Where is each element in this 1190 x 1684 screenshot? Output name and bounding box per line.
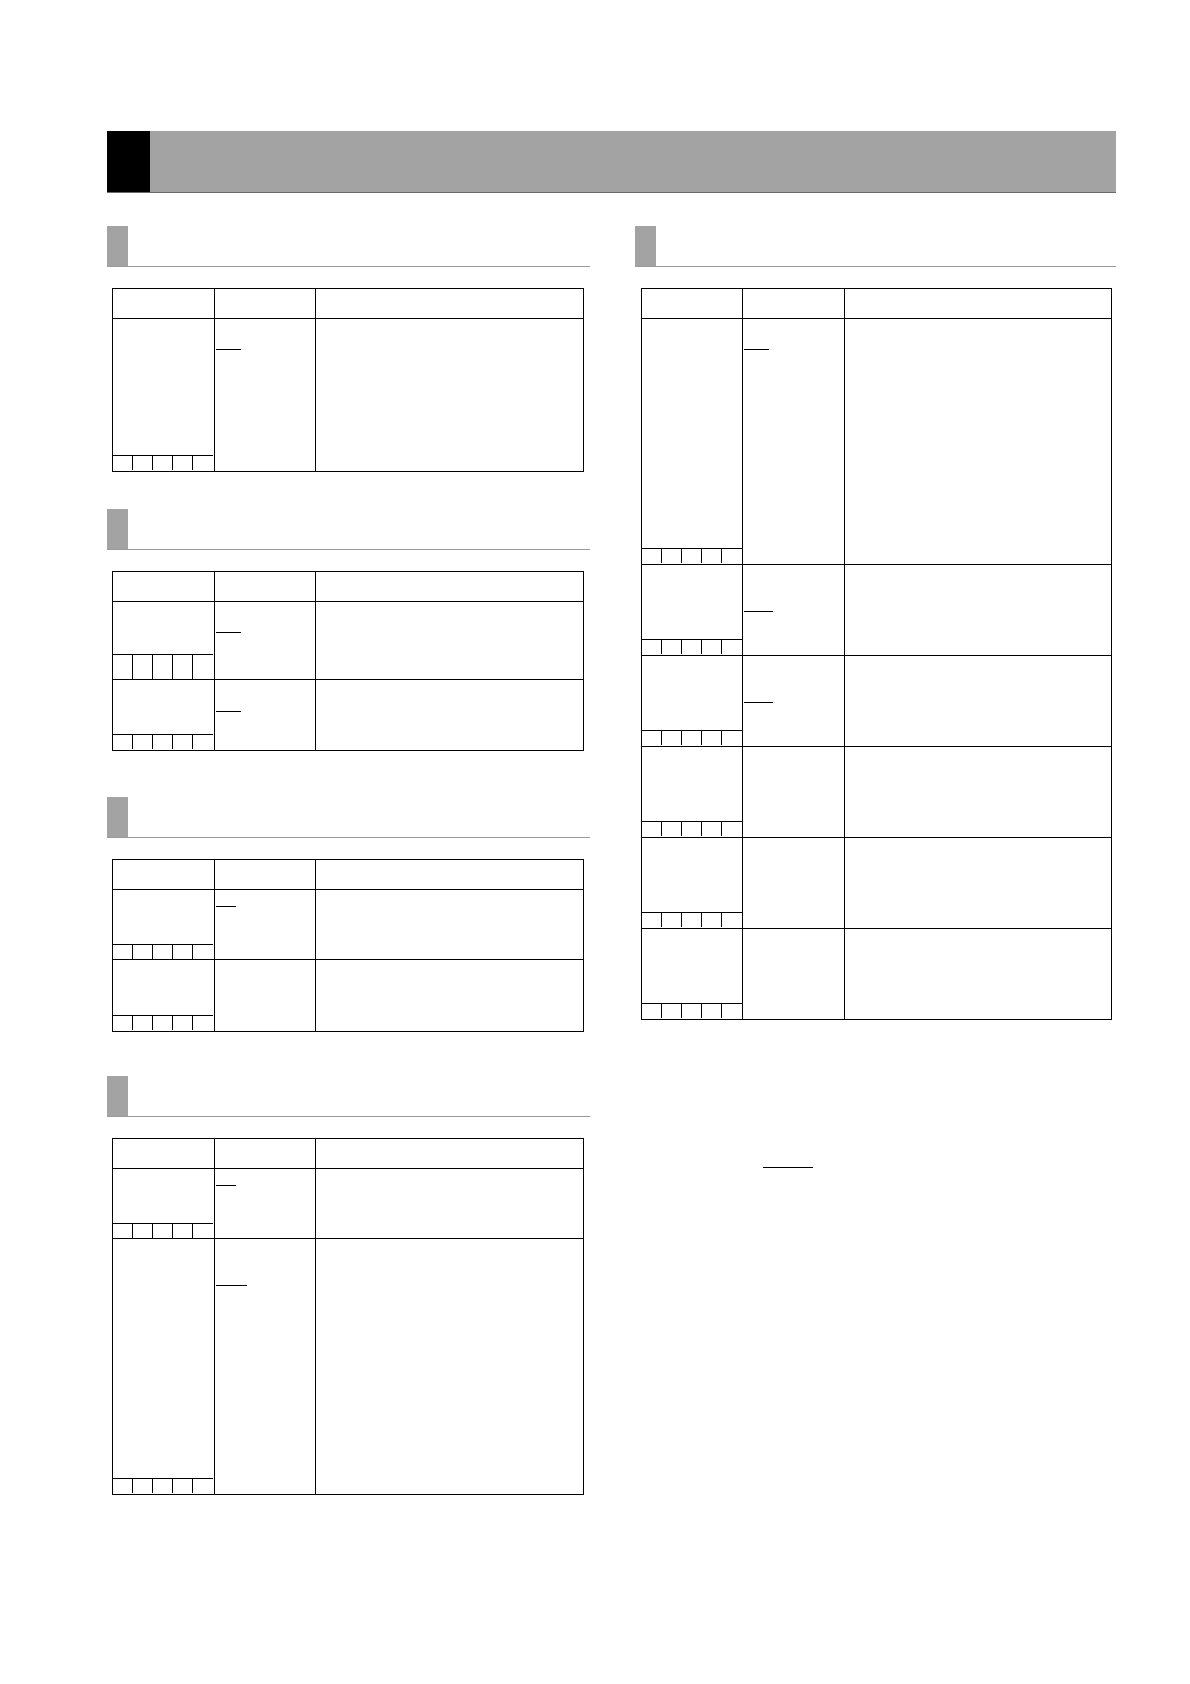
note-underline [763, 1167, 813, 1168]
section-tab [107, 509, 128, 550]
default-value-underline [216, 632, 241, 633]
header-marker-block [107, 131, 150, 192]
mode-indicator-boxes [113, 1015, 213, 1030]
default-value-underline [744, 702, 773, 703]
mode-indicator-boxes [642, 821, 742, 836]
mode-indicator-boxes [642, 548, 742, 563]
default-value-underline [216, 1185, 236, 1186]
mode-indicator-boxes [642, 1003, 742, 1018]
section-3-heading [107, 797, 590, 839]
default-value-underline [216, 349, 241, 350]
default-value-underline [744, 349, 769, 350]
section-1-heading [107, 226, 590, 268]
section-3-table [112, 859, 584, 1032]
section-4-table [112, 1138, 584, 1495]
table-header [642, 289, 1111, 319]
section-1-table [112, 288, 584, 472]
mode-indicator-boxes [113, 1478, 213, 1493]
mode-indicator-boxes [642, 730, 742, 745]
mode-indicator-boxes [113, 734, 213, 749]
mode-indicator-boxes [642, 912, 742, 927]
mode-indicator-boxes [113, 944, 213, 959]
table-header [113, 860, 583, 890]
default-value-underline [216, 711, 241, 712]
mode-indicator-boxes [113, 1223, 213, 1238]
default-value-underline [216, 1285, 247, 1286]
mode-indicator-boxes [642, 639, 742, 654]
table-header [113, 572, 583, 602]
mode-indicator-boxes [113, 654, 213, 679]
default-value-underline [216, 906, 236, 907]
table-header [113, 1139, 583, 1169]
section-2-table [112, 571, 584, 751]
section-5-heading [635, 226, 1116, 268]
default-value-underline [744, 611, 773, 612]
page-header [107, 131, 1116, 193]
section-tab [107, 226, 128, 267]
section-2-heading [107, 509, 590, 551]
section-tab [107, 1076, 128, 1117]
section-tab [635, 226, 656, 267]
section-tab [107, 797, 128, 838]
section-4-heading [107, 1076, 590, 1118]
mode-indicator-boxes [113, 455, 213, 470]
section-5-table [641, 288, 1112, 1020]
table-header [113, 289, 583, 319]
